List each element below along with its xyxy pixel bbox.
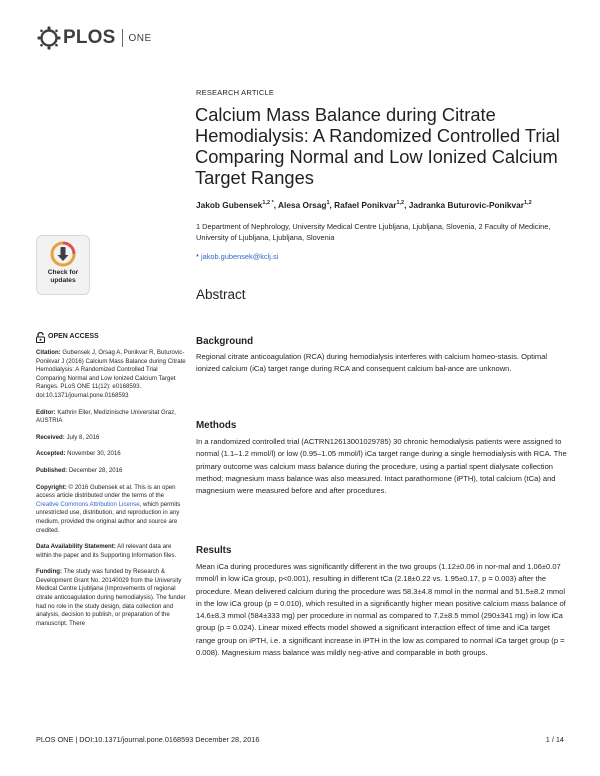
abstract-heading: Abstract	[196, 287, 246, 302]
corresponding-star: *	[196, 252, 199, 261]
results-heading: Results	[196, 545, 232, 556]
citation-block: Citation: Gubensek J, Orsag A, Ponikvar R, Buturovic-Ponikvar J (2016) Calcium Mass Balance during Citrate Hemodialysis: A Randomized Controlled Trial Comparing Normal and Low Ionized Calcium Target Ranges. PLoS ONE 11(12): e0168593. doi:10.1371/journal.pone.0168593	[36, 349, 186, 399]
background-heading: Background	[196, 336, 254, 347]
article-title: Calcium Mass Balance during Citrate Hemodialysis: A Randomized Controlled Trial Comparing Normal and Low Ionized Calcium Target Ranges	[195, 104, 560, 188]
plos-logo-icon	[36, 26, 62, 50]
journal-name: ONE	[128, 32, 152, 44]
editor-block: Editor: Kathrin Eller, Medizinische Universitat Graz, AUSTRIA	[36, 408, 176, 425]
check-updates-label: Check for updates	[47, 269, 79, 284]
methods-heading: Methods	[196, 420, 237, 431]
article-sidebar	[36, 332, 186, 636]
results-text: Mean iCa during procedures was significantly different in the two groups (1.12±0.06 in nor-mal and 1.06±0.07 mmol/l in low iCa group, p<0.001), resulting in different tCa (2.18±0.22 vs. 1.95±0.17, p = 0.003) after the procedure. Mean delivered calcium during the procedure was 58.3±4.8 mmol in the normal and 51.5±8.2 mmol in the low iCa group (p = 0.010), which resulted in a significantly higher mean positive calcium mass balance of 14.6±8.3 mmol (584±333 mg) per procedure in normal as compared to 7.2±8.5 mmol (290±341 mg) in low iCa group (p = 0.024). Linear mixed effects model showed a significant interaction effect of time and iCa target range group on iPTH, i.e. a significant increase in iPTH in the low as compared to normal iCa target group (p = 0.008). Magnesium mass balance was mildly neg-ative and comparable in both groups.	[196, 562, 566, 658]
corresponding-email	[196, 252, 278, 261]
author-affil-sup: 1	[326, 200, 330, 207]
logo-divider	[122, 29, 123, 47]
author-affil-sup: 1,2	[524, 200, 532, 207]
methods-text: In a randomized controlled trial (ACTRN12613001029785) 30 chronic hemodialysis patients were assigned to normal (1.1–1.2 mmol/l) or low (0.95–1.05 mmol/l) iCa target range during a single hemodialysis with RCA. The primary outcome was calcium mass balance during the procedure, using a partial spent dialysate collection method; magnesium mass balance was also measured. Intact parathormone (iPTH), total calcium (tCa) and magnesium were measured before and after procedures.	[196, 437, 567, 496]
page-number: 1 / 14	[545, 735, 564, 744]
journal-logo	[36, 26, 152, 50]
author-affil-sup: 1,2	[396, 200, 405, 207]
published-block: Published: December 28, 2016	[36, 466, 123, 474]
author-affil-sup: 1,2 *	[262, 200, 274, 207]
page-footer: PLOS ONE | DOI:10.1371/journal.pone.0168593 December 28, 2016	[36, 735, 260, 744]
open-lock-icon	[36, 332, 45, 343]
author-name: Jakob Gubensek	[196, 200, 263, 210]
copyright-block: Copyright: © 2016 Gubensek et al. This is an open access article distributed under the terms of the Creative Commons Attribution License, which permits unrestricted use, distribution, and reproduction in any medium, provided the original author and source are credited.	[36, 483, 181, 534]
author-name: Rafael Ponikvar	[334, 200, 397, 210]
background-text: Regional citrate anticoagulation (RCA) during hemodialysis interferes with calcium homeo-stasis. Optimal ionized calcium (iCa) target range during RCA and consequent calcium bal-ance are unknown.	[196, 352, 548, 374]
accepted-block: Accepted: November 30, 2016	[36, 450, 121, 458]
data-availability-block: Data Availability Statement: All relevant data are within the paper and its Supporting Information files.	[36, 543, 177, 559]
check-updates-icon	[49, 240, 77, 268]
brand-name: PLOS	[63, 27, 116, 48]
received-block: Received: July 8, 2016	[36, 433, 100, 441]
open-access-badge	[36, 332, 186, 343]
license-link[interactable]: Creative Commons Attribution License	[36, 500, 140, 508]
author-name: Jadranka Buturovic-Ponikvar	[408, 200, 524, 210]
article-type: RESEARCH ARTICLE	[196, 88, 275, 97]
author-list: Jakob Gubensek$^{1,2 *}$, Alesa Orsag$^1$, Rafael Ponikvar$^{1,2}$, Jadranka Buturovic-Ponikvar$^{1,2}$	[196, 200, 532, 210]
check-for-updates-badge[interactable]	[36, 235, 90, 295]
affiliations: 1 Department of Nephrology, University Medical Centre Ljubljana, Ljubljana, Slovenia, 2 Faculty of Medicine, University of Ljubljana, Ljubljana, Slovenia	[196, 222, 551, 242]
funding-block: Funding: The study was funded by Research & Development Grant No. 20140029 from the University Medical Centre Ljubljana (Improvements of regional citrate anticoagulation during hemodialysis). The funder had no role in the study design, data collection and analysis, decision to publish, or preparation of the manuscript. There	[36, 568, 186, 627]
open-access-label: OPEN ACCESS	[48, 333, 99, 341]
author-name: Alesa Orsag	[278, 200, 327, 210]
email-link[interactable]: jakob.gubensek@kclj.si	[200, 252, 279, 261]
